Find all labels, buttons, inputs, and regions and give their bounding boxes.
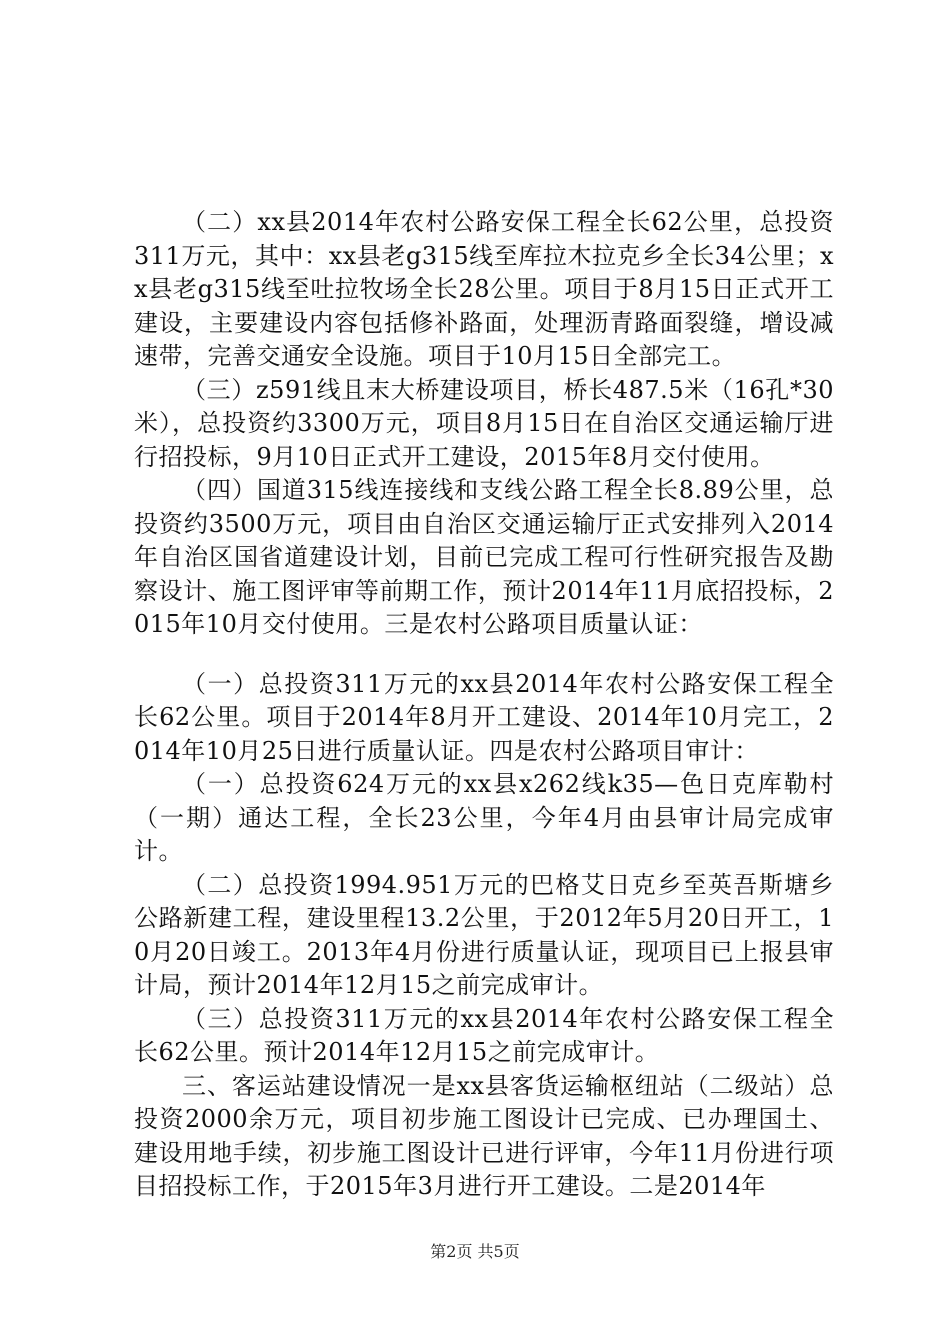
paragraph-section-4: （四）国道315线连接线和支线公路工程全长8.89公里，总投资约3500万元，项目由自治区交通运输厅正式安排列入2014年自治区国省道建设计划，目前已完成工程可行性研究报告及勘察设计、施工图评审等前期工作，预计2014年11月底招投标，2015年10月交付使用。三是农村公路项目质量认证： [134, 476, 834, 638]
page-number-footer: 第2页 共5页 [430, 1242, 520, 1261]
paragraph-audit-2: （二）总投资1994.951万元的巴格艾日克乡至英吾斯塘乡公路新建工程，建设里程13.2公里，于2012年5月20日开工，10月20日竣工。2013年4月份进行质量认证，现项目已上报县审计局，预计2014年12月15之前完成审计。 [134, 870, 834, 999]
paragraph-section-3: （三）z591线且末大桥建设项目，桥长487.5米（16孔*30米），总投资约3300万元，项目8月15日在自治区交通运输厅进行招投标，9月10日正式开工建设，2015年8月交付使用。 [134, 375, 834, 471]
paragraph-audit-1: （一）总投资624万元的xx县x262线k35—色日克库勒村（一期）通达工程，全长23公里，今年4月由县审计局完成审计。 [134, 770, 834, 865]
paragraph-audit-3: （三）总投资311万元的xx县2014年农村公路安保工程全长62公里。预计2014年12月15之前完成审计。 [134, 1004, 834, 1066]
paragraph-bus-station: 三、客运站建设情况一是xx县客货运输枢纽站（二级站）总投资2000余万元，项目初步施工图设计已完成、已办理国土、建设用地手续，初步施工图设计已进行评审，今年11月份进行项目招投标工作，于2015年3月进行开工建设。二是2014年 [134, 1071, 834, 1200]
paragraph-section-2: （二）xx县2014年农村公路安保工程全长62公里，总投资311万元，其中：xx县老g315线至库拉木拉克乡全长34公里；xx县老g315线至吐拉牧场全长28公里。项目于8月15日正式开工建设，主要建设内容包括修补路面，处理沥青路面裂缝，增设减速带，完善交通安全设施。项目于10月15日全部完工。 [134, 208, 834, 370]
document-body [134, 206, 834, 1204]
paragraph-quality-cert: （一）总投资311万元的xx县2014年农村公路安保工程全长62公里。项目于2014年8月开工建设、2014年10月完工，2014年10月25日进行质量认证。四是农村公路项目审计： [134, 669, 834, 765]
paragraph-spacer [134, 642, 834, 668]
